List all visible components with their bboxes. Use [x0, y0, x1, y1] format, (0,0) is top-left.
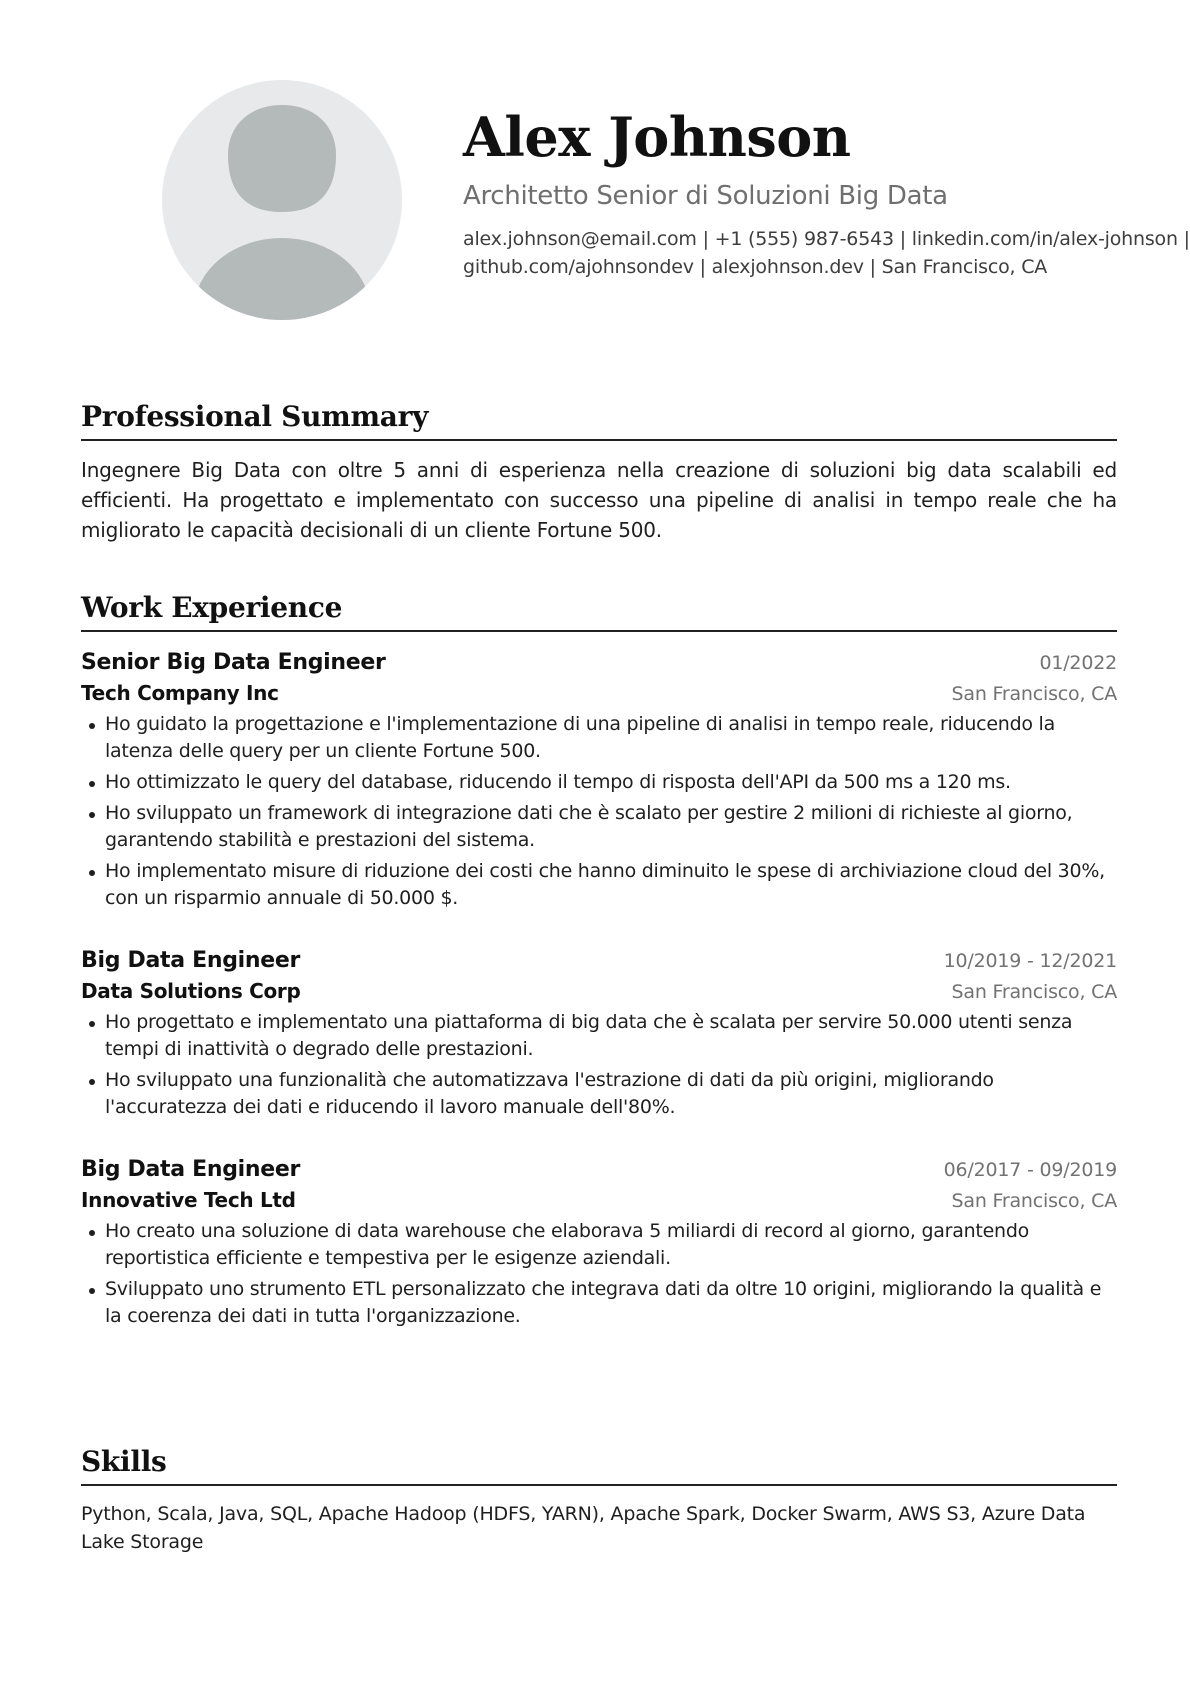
job-company: Innovative Tech Ltd: [81, 1188, 296, 1212]
contact-info: [463, 225, 1190, 281]
job-company: Tech Company Inc: [81, 681, 279, 705]
job-location: San Francisco, CA: [951, 683, 1117, 705]
experience-section: [81, 591, 1117, 1334]
bullet-item: Ho sviluppato un framework di integrazione dati che è scalato per gestire 2 milioni di richieste al giorno, garantendo stabilità e prestazioni del sistema.: [81, 800, 1117, 854]
job-location: San Francisco, CA: [951, 1190, 1117, 1212]
skills-text: Python, Scala, Java, SQL, Apache Hadoop (HDFS, YARN), Apache Spark, Docker Swarm, AWS S3, Azure Data Lake Storage: [81, 1503, 1086, 1553]
job-role: Big Data Engineer: [81, 948, 301, 973]
job-entry: [81, 948, 1117, 1121]
user-silhouette-icon: [162, 80, 402, 320]
job-company: Data Solutions Corp: [81, 979, 301, 1003]
contact-line: alex.johnson@email.com | +1 (555) 987-6543 | linkedin.com/in/alex-johnson |: [463, 228, 1190, 251]
bullet-item: Ho implementato misure di riduzione dei costi che hanno diminuito le spese di archiviazione cloud del 30%, con un risparmio annuale di 50.000 $.: [81, 858, 1117, 912]
job-bullets: [81, 711, 1117, 912]
section-heading: Work Experience: [81, 591, 1117, 632]
candidate-name: Alex Johnson: [463, 105, 851, 169]
contact-line: github.com/ajohnsondev | alexjohnson.dev | San Francisco, CA: [463, 256, 1048, 279]
bullet-item: Ho guidato la progettazione e l'implementazione di una pipeline di analisi in tempo reale, riducendo la latenza delle query per un cliente Fortune 500.: [81, 711, 1117, 765]
bullet-item: Ho sviluppato una funzionalità che automatizzava l'estrazione di dati da più origini, migliorando l'accuratezza dei dati e riducendo il lavoro manuale dell'80%.: [81, 1067, 1117, 1121]
summary-text: Ingegnere Big Data con oltre 5 anni di esperienza nella creazione di soluzioni big data scalabili ed efficienti. Ha progettato e implementato con successo una pipeline di analisi in tempo reale che ha migliorato le capacità decisionali di un cliente Fortune 500.: [81, 458, 1117, 542]
job-bullets: [81, 1009, 1117, 1121]
job-entry: [81, 650, 1117, 912]
summary-section: [81, 400, 1117, 545]
bullet-item: Ho ottimizzato le query del database, riducendo il tempo di risposta dell'API da 500 ms a 120 ms.: [81, 769, 1117, 796]
avatar: [162, 80, 402, 320]
job-role: Senior Big Data Engineer: [81, 650, 386, 675]
job-entry: [81, 1157, 1117, 1330]
job-bullets: [81, 1218, 1117, 1330]
bullet-item: Sviluppato uno strumento ETL personalizzato che integrava dati da oltre 10 origini, migliorando la qualità e la coerenza dei dati in tutta l'organizzazione.: [81, 1276, 1117, 1330]
job-dates: 01/2022: [1039, 652, 1117, 674]
candidate-title: Architetto Senior di Soluzioni Big Data: [463, 181, 948, 212]
section-heading: Skills: [81, 1445, 1117, 1486]
job-location: San Francisco, CA: [951, 981, 1117, 1003]
job-dates: 06/2017 - 09/2019: [943, 1159, 1117, 1181]
identity-block: [463, 105, 1190, 281]
job-dates: 10/2019 - 12/2021: [943, 950, 1117, 972]
section-heading: Professional Summary: [81, 400, 1117, 441]
skills-section: [81, 1445, 1117, 1556]
job-role: Big Data Engineer: [81, 1157, 301, 1182]
bullet-item: Ho progettato e implementato una piattaforma di big data che è scalata per servire 50.000 utenti senza tempi di inattività o degrado delle prestazioni.: [81, 1009, 1117, 1063]
bullet-item: Ho creato una soluzione di data warehouse che elaborava 5 miliardi di record al giorno, garantendo reportistica efficiente e tempestiva per le esigenze aziendali.: [81, 1218, 1117, 1272]
resume-header: [81, 0, 1190, 330]
